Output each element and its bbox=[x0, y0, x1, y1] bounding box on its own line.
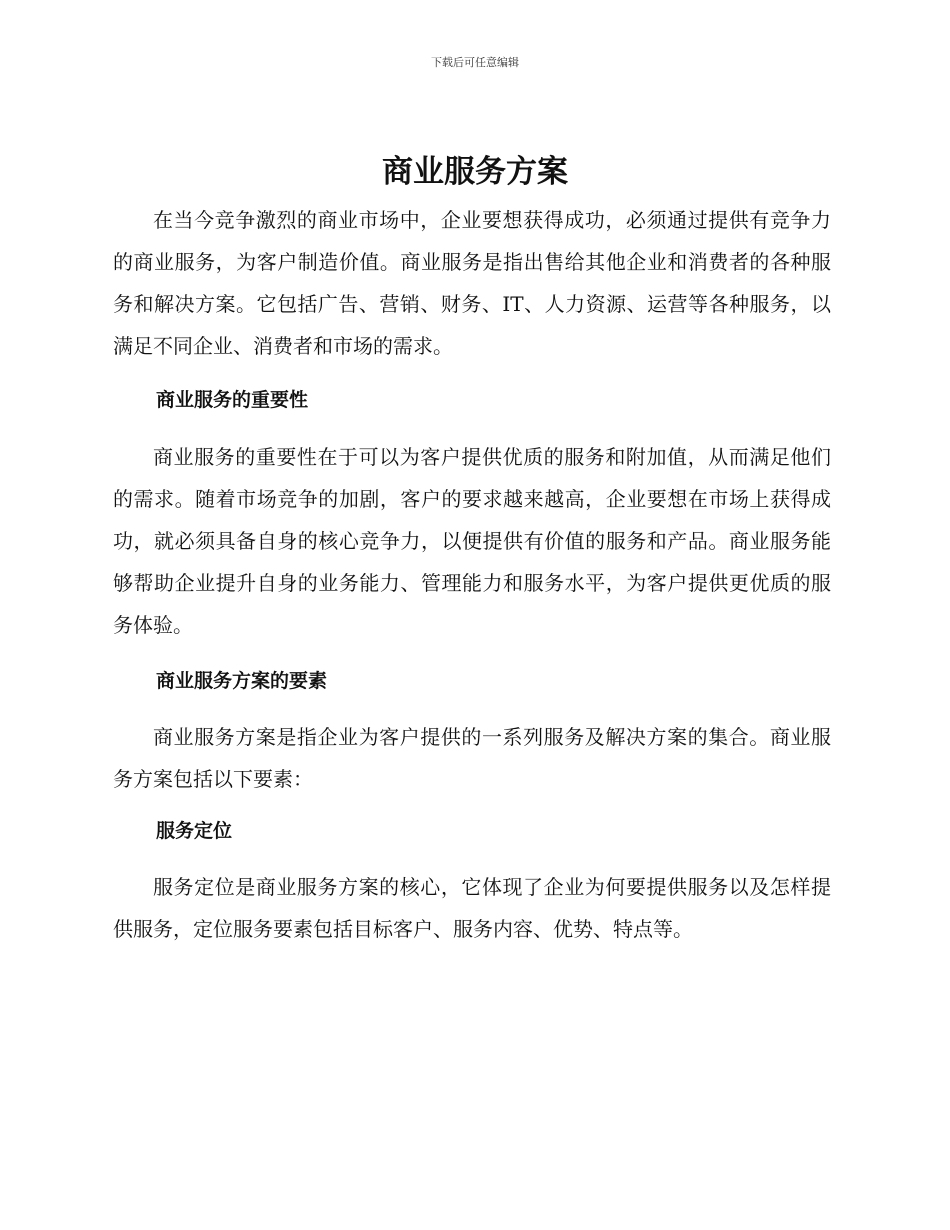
document-title: 商业服务方案 bbox=[382, 154, 568, 190]
intro-paragraph: 在当今竞争激烈的商业市场中，企业要想获得成功，必须通过提供有竞争力的商业服务，为客户制造价值。商业服务是指出售给其他企业和消费者的各种服务和解决方案。它包括广告、营销、财务、IT、人力资源、运营等各种服务，以满足不同企业、消费者和市场的需求。 bbox=[113, 208, 831, 358]
elements-paragraph: 商业服务方案是指企业为客户提供的一系列服务及解决方案的集合。商业服务方案包括以下要素： bbox=[113, 725, 831, 791]
page-header: 下载后可任意编辑 bbox=[431, 56, 519, 69]
section-heading-elements: 商业服务方案的要素 bbox=[156, 670, 328, 692]
section-heading-importance: 商业服务的重要性 bbox=[156, 389, 309, 411]
document-body bbox=[113, 199, 831, 950]
section-heading-positioning: 服务定位 bbox=[156, 820, 233, 842]
positioning-paragraph: 服务定位是商业服务方案的核心，它体现了企业为何要提供服务以及怎样提供服务，定位服务要素包括目标客户、服务内容、优势、特点等。 bbox=[113, 875, 831, 941]
importance-paragraph: 商业服务的重要性在于可以为客户提供优质的服务和附加值，从而满足他们的需求。随着市场竞争的加剧，客户的要求越来越高，企业要想在市场上获得成功，就必须具备自身的核心竞争力，以便提供有价值的服务和产品。商业服务能够帮助企业提升自身的业务能力、管理能力和服务水平，为客户提供更优质的服务体验。 bbox=[113, 445, 831, 637]
